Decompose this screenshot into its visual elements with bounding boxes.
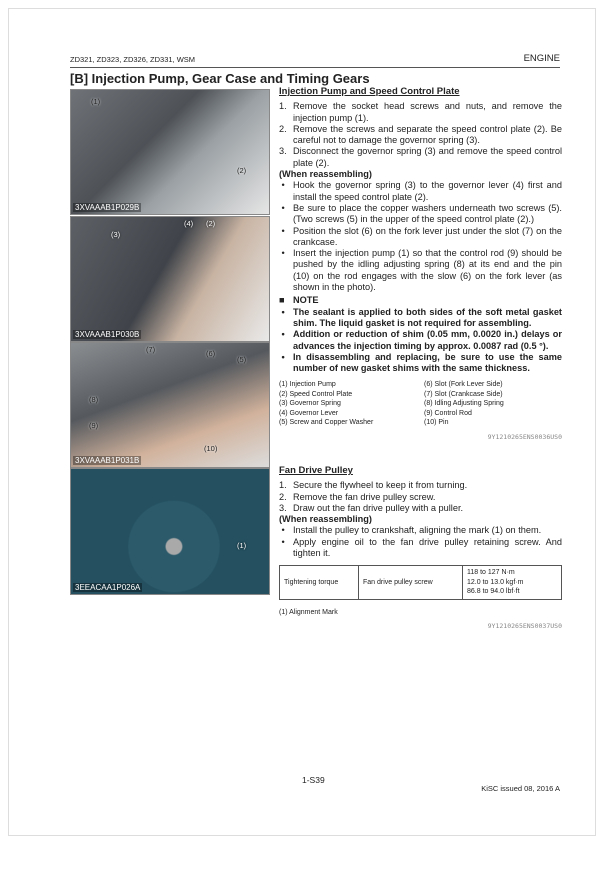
callout: (2) xyxy=(237,166,247,175)
photo-injection-pump xyxy=(70,89,270,215)
callout: (2) xyxy=(206,219,216,228)
section-heading: Injection Pump and Speed Control Plate xyxy=(279,86,460,97)
step: Remove the fan drive pulley screw. xyxy=(293,491,436,502)
bullet: Hook the governor spring (3) to the governor lever (4) first and install the speed control plate (2). xyxy=(293,180,562,202)
photo-code: 3EEACAA1P026A xyxy=(75,583,141,592)
section-fan-drive-pulley: Fan Drive Pulley 1. Secure the flywheel to keep it from turning. 2. Remove the fan drive pulley screw. 3. Draw out the fan drive pulley with a puller. (When reassembling) • Install the pulley to crankshaft, aligning the mark (1) on them. • Apply engine oil to the fan drive pulley retaining screw. And tighten it. Tightening torque Fan drive pulley screw 118 to 127 N·m 12.0 to 13.0 kgf·m 86.8 to 94.0 lbf·ft (1) Alignment Mark 9Y1210265ENS0037US0 xyxy=(279,465,562,633)
legend-item: (6) Slot (Fork Lever Side) xyxy=(424,381,503,389)
note: Addition or reduction of shim (0.05 mm, 0.0020 in.) delays or advances the injection timing by approx. 0.0087 rad (0.5 °). xyxy=(293,329,562,351)
reference-code: 9Y1210265ENS0037US0 xyxy=(487,622,562,631)
section-heading: Fan Drive Pulley xyxy=(279,465,353,476)
issue-info: KiSC issued 08, 2016 A xyxy=(481,784,560,793)
legend-item: (9) Control Rod xyxy=(424,409,472,417)
note: The sealant is applied to both sides of the soft metal gasket shim. The liquid gasket is not required for assembling. xyxy=(293,306,562,328)
reassembling-label: (When reassembling) xyxy=(279,514,372,525)
page-title: [B] Injection Pump, Gear Case and Timing Gears xyxy=(70,71,370,86)
photo-fan-drive-pulley xyxy=(70,468,270,595)
callout: (4) xyxy=(184,219,194,228)
header-section: ENGINE xyxy=(523,53,560,64)
torque-item: Fan drive pulley screw xyxy=(359,566,463,600)
callout: (3) xyxy=(111,230,121,239)
callout: (9) xyxy=(89,421,99,430)
torque-value: 86.8 to 94.0 lbf·ft xyxy=(467,588,520,596)
legend-item: (5) Screw and Copper Washer xyxy=(279,419,374,427)
photo-code: 3XVAAAB1P030B xyxy=(75,330,140,339)
parts-legend xyxy=(279,380,562,428)
bullet: Position the slot (6) on the fork lever just under the slot (7) on the crankcase. xyxy=(293,225,562,247)
legend-item: (1) Injection Pump xyxy=(279,381,336,389)
legend-item: (3) Governor Spring xyxy=(279,400,341,408)
step: Draw out the fan drive pulley with a puller. xyxy=(293,502,464,513)
photo-speed-control-plate xyxy=(70,216,270,342)
callout: (5) xyxy=(237,355,247,364)
note-square-icon: ■ xyxy=(279,295,285,306)
note-label: NOTE xyxy=(293,295,319,306)
header-models: ZD321, ZD323, ZD326, ZD331, WSM xyxy=(70,55,196,64)
reference-code: 9Y1210265ENS0036US0 xyxy=(487,432,562,441)
legend-item: (10) Pin xyxy=(424,419,449,427)
callout: (1) xyxy=(237,541,247,550)
bullet: Install the pulley to crankshaft, aligning the mark (1) on them. xyxy=(293,525,542,536)
torque-table xyxy=(279,565,562,600)
legend-item: (1) Alignment Mark xyxy=(279,608,338,616)
callout: (8) xyxy=(89,395,99,404)
legend-item: (2) Speed Control Plate xyxy=(279,390,353,398)
callout: (1) xyxy=(91,97,101,106)
page-number: 1-S39 xyxy=(302,775,325,785)
legend-item: (4) Governor Lever xyxy=(279,409,339,417)
bullet: Apply engine oil to the fan drive pulley retaining screw. And tighten it. xyxy=(293,536,562,559)
step: Secure the flywheel to keep it from turning. xyxy=(293,480,468,491)
bullet: Be sure to place the copper washers underneath two screws (5). (Two screws (5) in the upper of the speed control plate (2).) xyxy=(293,202,562,225)
note: In disassembling and replacing, be sure to use the same number of new gasket shims with the same thickness. xyxy=(293,351,562,374)
bullet: Insert the injection pump (1) so that the control rod (9) should be pushed by the idling adjusting spring (8) at its end and the pin (10) on the rod engages with the slow (6) on the fork lever (as shown in the photo). xyxy=(293,248,562,293)
section-injection-pump: Injection Pump and Speed Control Plate 1. Remove the socket head screws and nuts, and remove the injection pump (1). 2. Remove the screws and separate the speed control plate (2). Be careful not to damage the governor spring (3). 3. Disconnect the governor spring (3) and remove the speed control plate (2). (When reassembling) • Hook the governor spring (3) to the governor lever (4) first and install the speed control plate (2). • Be sure to place the copper washers underneath two screws (5). (Two screws (5) in the upper of the speed control plate (2).) • Position the slot (6) on the fork lever just under the slot (7) on the crankcase. • Insert the injection pump (1) so that the control rod (9) should be pushed by the idling adjusting spring (8) at its end and the pin (10) on the rod engages with the slow (6) on the fork lever (as shown in the photo). ■ NOTE • The sealant is applied to both sides of the soft metal gasket shim. The liquid gasket is not required for assembling. • Addition or reduction of shim (0.05 mm, 0.0020 in.) delays or advances the injection timing by approx. 0.0087 rad (0.5 °). • In disassembling and replacing, be sure to use the same number of new gasket shims with the same thickness. (1) Injection Pump (6) Slot (Fork Lever Side) (2) Speed Control Plate (7) Slot (Crankcase Side) (3) Governor Spring (8) Idling Adjusting Spring (4) Governor Lever (9) Control Rod (5) Screw and Copper Washer (10) Pin 9Y1210265ENS0036US0 xyxy=(279,86,562,443)
torque-values xyxy=(463,566,562,600)
photo-pump-insertion xyxy=(70,342,270,468)
photo-code: 3XVAAAB1P029B xyxy=(75,203,140,212)
callout: (6) xyxy=(206,349,216,358)
callout: (7) xyxy=(146,345,156,354)
torque-value: 118 to 127 N·m xyxy=(467,569,515,577)
reassembling-label: (When reassembling) xyxy=(279,169,372,180)
photo-code: 3XVAAAB1P031B xyxy=(75,456,140,465)
parts-legend xyxy=(279,608,562,618)
step: Remove the screws and separate the speed control plate (2). Be careful not to damage the governor spring (3). xyxy=(293,123,562,146)
legend-item: (8) Idling Adjusting Spring xyxy=(424,400,504,408)
step: Remove the socket head screws and nuts, and remove the injection pump (1). xyxy=(293,101,562,123)
torque-value: 12.0 to 13.0 kgf·m xyxy=(467,578,524,586)
legend-item: (7) Slot (Crankcase Side) xyxy=(424,390,503,398)
torque-label: Tightening torque xyxy=(280,566,359,600)
callout: (10) xyxy=(204,444,218,453)
header-rule xyxy=(70,67,560,68)
step: Disconnect the governor spring (3) and remove the speed control plate (2). xyxy=(293,146,562,168)
